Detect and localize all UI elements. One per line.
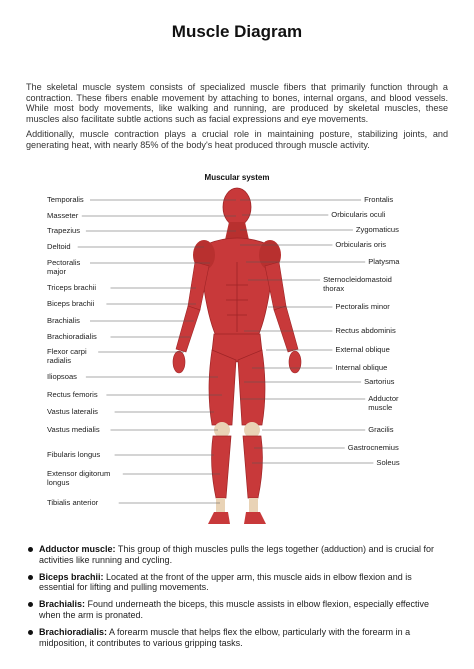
right-label-11: Adductor muscle — [368, 394, 399, 412]
left-label-0: Temporalis — [47, 195, 84, 204]
left-label-14: Fibularis longus — [47, 450, 101, 459]
right-hand — [289, 351, 301, 373]
left-forearm — [176, 306, 200, 352]
left-label-7: Brachialis — [47, 316, 80, 325]
right-lower-leg — [243, 436, 262, 498]
bullet-term: Brachialis: — [39, 599, 86, 610]
left-label-2: Trapezius — [47, 226, 81, 235]
left-lower-leg — [212, 436, 231, 498]
right-label-7: Rectus abdominis — [335, 326, 396, 335]
left-hand — [173, 351, 185, 373]
right-label-5: Sternocleidomastoid thorax — [323, 275, 392, 293]
head-shape — [223, 188, 251, 226]
left-label-9: Flexor carpi radialis — [47, 347, 87, 365]
left-label-12: Vastus lateralis — [47, 407, 98, 416]
right-label-3: Orbicularis oris — [335, 240, 387, 249]
left-label-4: Pectoralis major — [47, 258, 81, 276]
right-label-13: Gastrocnemius — [347, 443, 399, 452]
muscle-definitions-list — [28, 544, 448, 654]
bullet-text: This group of thigh muscles pulls the legs together (adduction) and is crucial for activities like running and cycling. — [39, 544, 435, 565]
left-label-1: Masseter — [47, 211, 79, 220]
right-label-10: Sartorius — [364, 377, 395, 386]
bullet-term: Biceps brachii: — [39, 571, 104, 582]
right-label-4: Platysma — [368, 257, 400, 266]
bullet-text: Found underneath the biceps, this muscle assists in elbow flexion, especially effective when the arm is pronated. — [39, 599, 430, 620]
bullet-item — [28, 544, 448, 566]
right-foot — [244, 512, 266, 524]
right-label-14: Soleus — [376, 458, 400, 467]
bullet-item — [28, 572, 448, 594]
left-thigh — [209, 350, 236, 425]
body-illustration — [173, 188, 301, 524]
bullet-text: A forearm muscle that helps flex the elbow, particularly with the forearm in a midposition, it contributes to various gripping tasks. — [39, 626, 411, 648]
bullet-item — [28, 599, 448, 621]
right-label-12: Gracilis — [368, 425, 394, 434]
page-title: Muscle Diagram — [171, 22, 303, 41]
right-label-9: Internal oblique — [335, 363, 388, 372]
right-thigh — [238, 350, 265, 425]
left-label-3: Deltoid — [47, 242, 71, 251]
right-ankle — [249, 498, 258, 512]
right-label-8: External oblique — [335, 345, 390, 354]
right-label-2: Zygomaticus — [355, 225, 399, 234]
bullet-term: Adductor muscle: — [39, 544, 116, 554]
intro-paragraph: The skeletal muscle system consists of specialized muscle fibers that primarily function through a contraction. These fibers enable movement by attaching to bones, internal organs, and blood vessels. While most body movements, like walking and running, are produced by skeletal muscles, these muscles also facilitate subtle actions such as facial expressions and eye movements. — [26, 82, 448, 124]
right-forearm — [274, 306, 298, 352]
left-label-5: Triceps brachii — [47, 283, 97, 292]
left-label-10: Iliopsoas — [47, 372, 77, 381]
left-label-16: Tibialis anterior — [47, 498, 99, 507]
bullet-term: Brachioradialis: — [39, 626, 108, 637]
second-paragraph: Additionally, muscle contraction plays a crucial role in maintaining posture, stabilizing joints, and generating heat, with nearly 85% of the body's heat produced through muscle activity. — [26, 129, 448, 150]
left-foot — [208, 512, 230, 524]
left-label-13: Vastus medialis — [47, 425, 100, 434]
bullet-text: Located at the front of the upper arm, this muscle aids in elbow flexion and is essential for lifting and pulling movements. — [39, 571, 412, 593]
left-label-6: Biceps brachii — [47, 299, 95, 308]
bullet-item — [28, 627, 448, 649]
left-label-11: Rectus femoris — [47, 390, 98, 399]
left-label-15: Extensor digitorum longus — [47, 469, 111, 487]
right-knee — [244, 422, 260, 438]
figure-title: Muscular system — [204, 173, 270, 182]
left-ankle — [216, 498, 225, 512]
right-label-0: Frontalis — [364, 195, 394, 204]
right-label-6: Pectoralis minor — [335, 302, 390, 311]
left-label-8: Brachioradialis — [47, 332, 97, 341]
right-label-1: Orbicularis oculi — [331, 210, 386, 219]
